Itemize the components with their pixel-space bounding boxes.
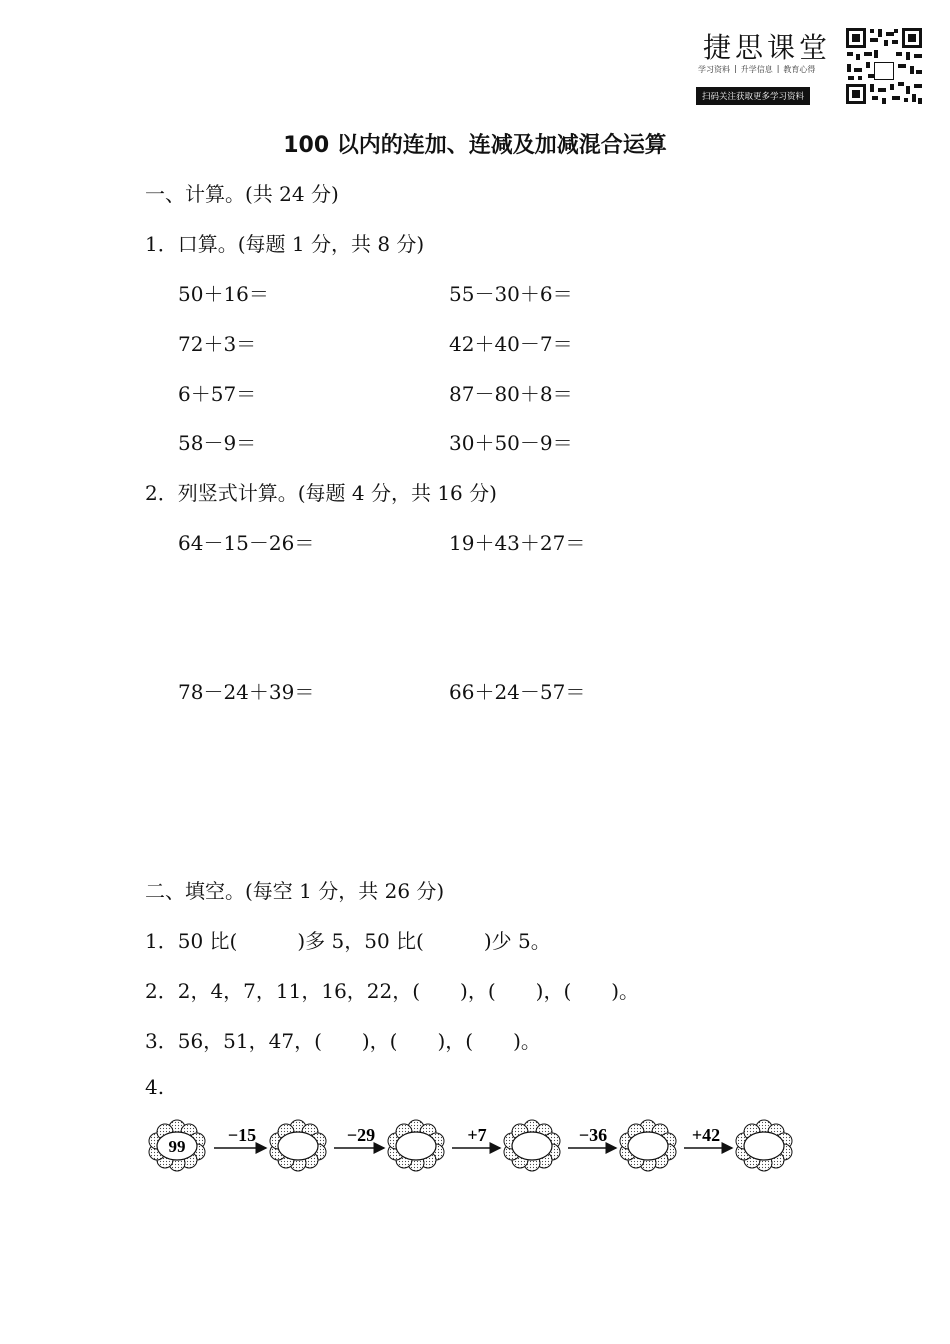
mental-math-item: 72＋3＝	[178, 332, 257, 356]
chain-start-value: 99	[168, 1137, 186, 1156]
flower-blank	[736, 1120, 792, 1171]
fill-blank-q3: 3．56，51，47，( )，( )，( )。	[145, 1029, 541, 1053]
fill-blank-q2: 2．2，4，7，11，16，22，( )，( )，( )。	[145, 979, 640, 1003]
chain-op: −29	[346, 1125, 376, 1145]
mental-math-item: 58－9＝	[178, 431, 257, 455]
mental-math-item: 50＋16＝	[178, 282, 269, 306]
brand-tag: 学习资料	[698, 65, 730, 74]
section-1-heading: 一、计算。(共 24 分)	[145, 182, 339, 206]
brand-name: 捷思课堂	[703, 31, 832, 64]
brand-tag: 教育心得	[783, 65, 816, 74]
brand-tags	[698, 64, 815, 75]
fill-blank-q1: 1．50 比( )多 5，50 比( )少 5。	[145, 929, 551, 953]
fill-blank-q4-label: 4.	[145, 1075, 165, 1099]
page-title: 100 以内的连加、连减及加减混合运算	[283, 133, 667, 158]
q2-heading: 2．列竖式计算。(每题 4 分，共 16 分)	[145, 481, 497, 505]
flower-start	[149, 1120, 205, 1171]
chain-op: +7	[467, 1125, 487, 1145]
mental-math-item: 55－30＋6＝	[449, 282, 573, 306]
flower-chain	[140, 1110, 810, 1180]
vertical-calc-item: 64－15－26＝	[178, 531, 315, 555]
mental-math-item: 6＋57＝	[178, 382, 257, 406]
tag-divider: |	[776, 64, 780, 73]
vertical-calc-item: 78－24＋39＝	[178, 680, 315, 704]
tag-divider: |	[734, 64, 737, 73]
chain-op: −36	[578, 1125, 608, 1145]
mental-math-item: 87－80＋8＝	[449, 382, 573, 406]
qr-code-icon[interactable]	[844, 26, 924, 106]
flower-blank	[620, 1120, 676, 1171]
scan-banner: 扫码关注获取更多学习资料	[696, 87, 810, 105]
mental-math-item: 30＋50－9＝	[449, 431, 573, 455]
brand-tag: 升学信息	[740, 65, 773, 74]
vertical-calc-item: 66＋24－57＝	[449, 680, 586, 704]
flower-blank	[270, 1120, 326, 1171]
section-2-heading: 二、填空。(每空 1 分，共 26 分)	[145, 879, 445, 903]
mental-math-item: 42＋40－7＝	[449, 332, 573, 356]
flower-blank	[504, 1120, 560, 1171]
chain-op: +42	[691, 1125, 721, 1145]
chain-op: −15	[227, 1125, 257, 1145]
q1-heading: 1．口算。(每题 1 分，共 8 分)	[145, 232, 425, 256]
vertical-calc-item: 19＋43＋27＝	[449, 531, 586, 555]
flower-blank	[388, 1120, 444, 1171]
